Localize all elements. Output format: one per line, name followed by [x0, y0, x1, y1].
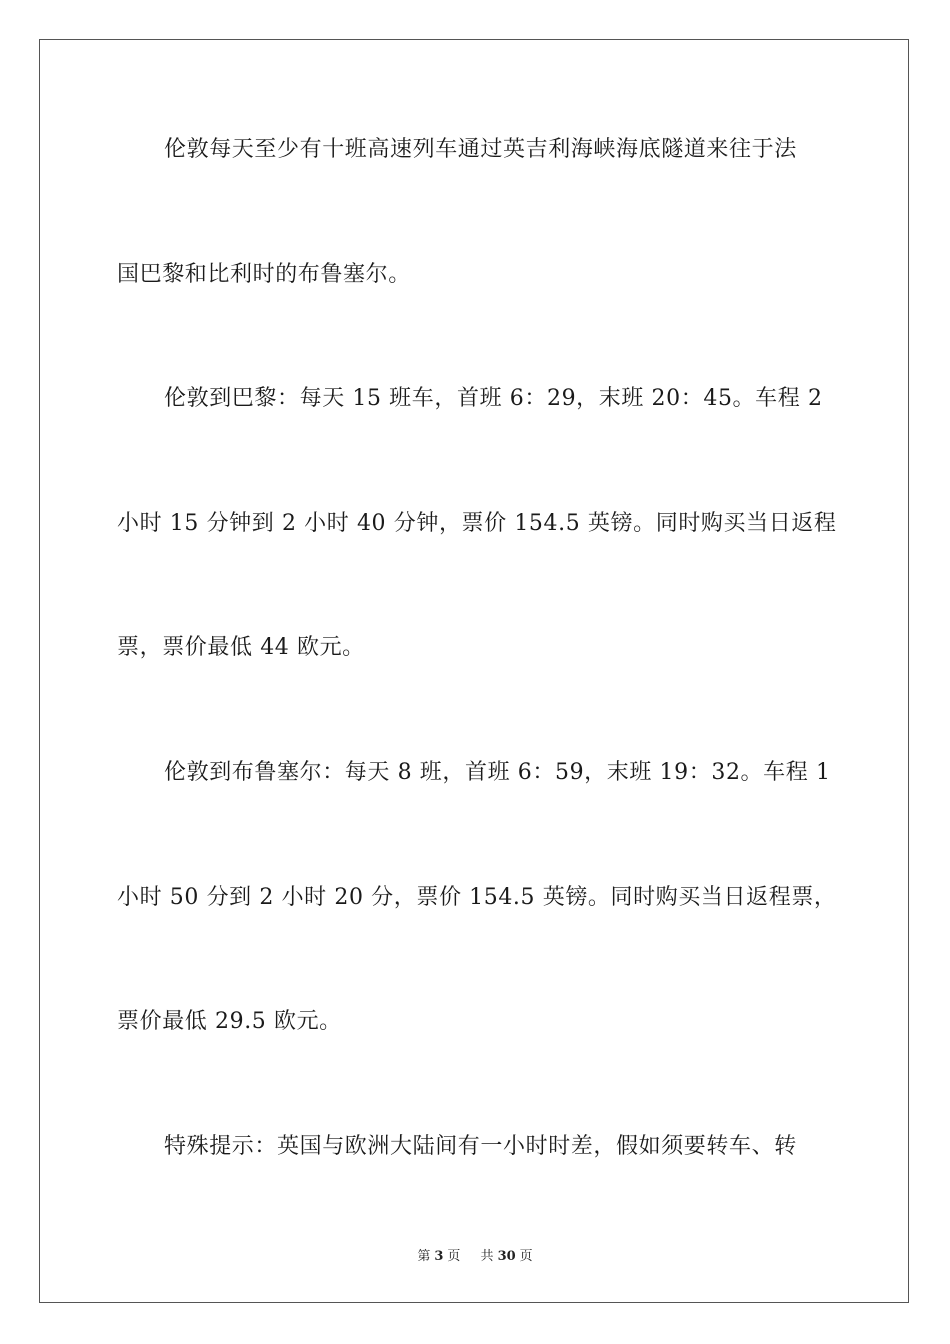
page-footer	[0, 1248, 950, 1266]
total-suffix: 页	[519, 1249, 533, 1264]
paragraph-line: 票，票价最低 44 欧元。	[117, 635, 365, 660]
total-indicator	[477, 1249, 537, 1264]
paragraph-line: 小时 15 分钟到 2 小时 40 分钟，票价 154.5 英镑。同时购买当日返程	[117, 511, 837, 536]
paragraph-line: 伦敦到布鲁塞尔：每天 8 班，首班 6：59，末班 19：32。车程 1	[164, 760, 831, 785]
paragraph-line: 票价最低 29.5 欧元。	[117, 1009, 342, 1034]
page-indicator	[413, 1249, 464, 1264]
page-number: 3	[434, 1249, 444, 1264]
paragraph-line: 小时 50 分到 2 小时 20 分，票价 154.5 英镑。同时购买当日返程票，	[117, 885, 837, 910]
page-suffix: 页	[447, 1249, 461, 1264]
total-prefix: 共	[480, 1249, 494, 1264]
total-pages: 30	[497, 1249, 516, 1264]
paragraph-line: 特殊提示：英国与欧洲大陆间有一小时时差，假如须要转车、转	[164, 1134, 797, 1159]
paragraph-line: 伦敦到巴黎：每天 15 班车，首班 6：29，末班 20：45。车程 2	[164, 386, 823, 411]
paragraph-line: 国巴黎和比利时的布鲁塞尔。	[117, 262, 411, 287]
page-prefix: 第	[417, 1249, 431, 1264]
paragraph-line: 伦敦每天至少有十班高速列车通过英吉利海峡海底隧道来往于法	[164, 137, 797, 162]
page-border	[39, 39, 909, 1303]
